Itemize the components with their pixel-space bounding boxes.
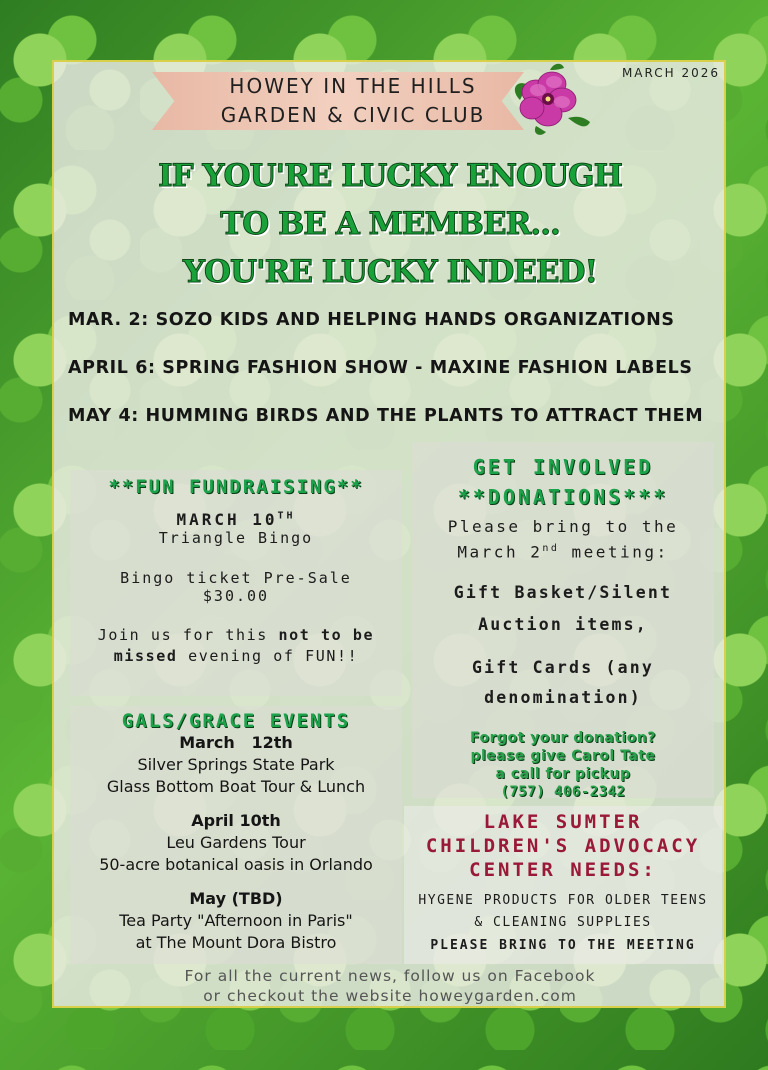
gals-event-3-date: May (TBD) [189,889,283,908]
club-name-line1: HOWEY IN THE HILLS [229,74,477,98]
hibiscus-flower-icon [506,60,598,140]
invite-bold: not to be missed [113,626,375,665]
gals-event-1-date: March 12th [179,733,293,752]
advocacy-title-line3: CENTER NEEDS: [469,859,657,881]
donation-item-gift-cards [412,653,714,713]
pickup-note-line3: a call for pickup [495,766,631,783]
bingo-price: $30.00 [202,587,270,605]
advocacy-needs-line1: HYGENE PRODUCTS FOR OLDER TEENS [418,893,708,908]
gals-event-2-line1: Leu Gardens Tour [166,833,306,852]
schedule-item-may4: MAY 4: HUMMING BIRDS AND THE PLANTS TO ATTRACT THEM [68,406,704,426]
donation-item-gift-basket [412,577,714,641]
gals-event-2-line2: 50-acre botanical oasis in Orlando [99,855,373,874]
footer [60,966,720,1006]
donations-intro-main: March 2 [457,542,543,562]
invite-prefix: Join us for this [97,626,279,644]
invite-suffix: evening of FUN!! [177,647,359,665]
advocacy-title [404,810,722,882]
fundraising-invite [84,625,388,667]
gals-event-1 [70,732,402,798]
headline [60,152,720,296]
donations-title: **DONATIONS*** [457,485,669,509]
advocacy-needs-line2: & CLEANING SUPPLIES [474,915,652,930]
donation-item-gift-basket-line1: Gift Basket/Silent [453,583,673,603]
donation-item-gift-basket-line2: Auction items, [478,615,648,635]
advocacy-title-line1: LAKE SUMTER [483,811,643,833]
gals-event-3 [70,888,402,954]
footer-line1: For all the current news, follow us on Facebook [184,967,596,985]
advocacy-title-line2: CHILDREN'S ADVOCACY [425,835,701,857]
advocacy-needs [404,890,722,934]
gals-events-panel [70,706,402,964]
donation-item-gift-cards-line2: denomination) [484,688,642,708]
pickup-note-line1: Forgot your donation? [470,730,656,747]
fundraising-title: **FUN FUNDRAISING** [108,476,364,498]
donation-pickup-note [412,729,714,801]
fundraising-event: Triangle Bingo [158,529,314,547]
gals-event-1-line1: Silver Springs State Park [137,755,335,774]
donations-intro-sup: nd [542,543,560,554]
fundraising-panel [70,470,402,696]
donations-intro-1: Please bring to the [447,517,679,536]
donations-intro-suffix: meeting: [559,542,669,562]
fundraising-date-sup: TH [277,510,296,522]
gals-event-3-line1: Tea Party "Afternoon in Paris" [119,911,353,930]
schedule-item-apr6: APRIL 6: SPRING FASHION SHOW - MAXINE FASHION LABELS [68,358,693,378]
headline-line2: TO BE A MEMBER... [220,206,560,242]
gals-event-2-date: April 10th [191,811,281,830]
club-name [178,72,528,130]
pickup-note-line2: please give Carol Tate [470,748,656,765]
pickup-phone: (757) 406-2342 [500,784,626,801]
headline-line3: YOU'RE LUCKY INDEED! [182,254,598,290]
gals-event-1-line2: Glass Bottom Boat Tour & Lunch [106,777,366,796]
advocacy-bring-note: PLEASE BRING TO THE MEETING [430,938,696,953]
gals-event-2 [70,810,402,876]
schedule-item-mar2: MAR. 2: SOZO KIDS AND HELPING HANDS ORGANIZATIONS [68,310,675,330]
gals-events-title: GALS/GRACE EVENTS [121,710,351,732]
advocacy-panel [404,806,722,964]
donations-panel [412,442,714,801]
headline-line1: IF YOU'RE LUCKY ENOUGH [158,158,622,194]
fundraising-date-main: MARCH 10 [176,510,278,529]
fundraising-date [70,510,402,529]
gals-event-3-line2: at The Mount Dora Bistro [135,933,337,952]
footer-line2: or checkout the website howeygarden.com [203,987,577,1005]
bingo-presale-label: Bingo ticket Pre-Sale [120,569,352,587]
club-name-line2: GARDEN & CIVIC CLUB [220,103,486,127]
get-involved-title: GET INVOLVED [472,455,654,479]
donations-intro-2 [412,538,714,563]
donation-item-gift-cards-line1: Gift Cards (any [471,658,654,678]
issue-date: MARCH 2026 [621,66,720,80]
